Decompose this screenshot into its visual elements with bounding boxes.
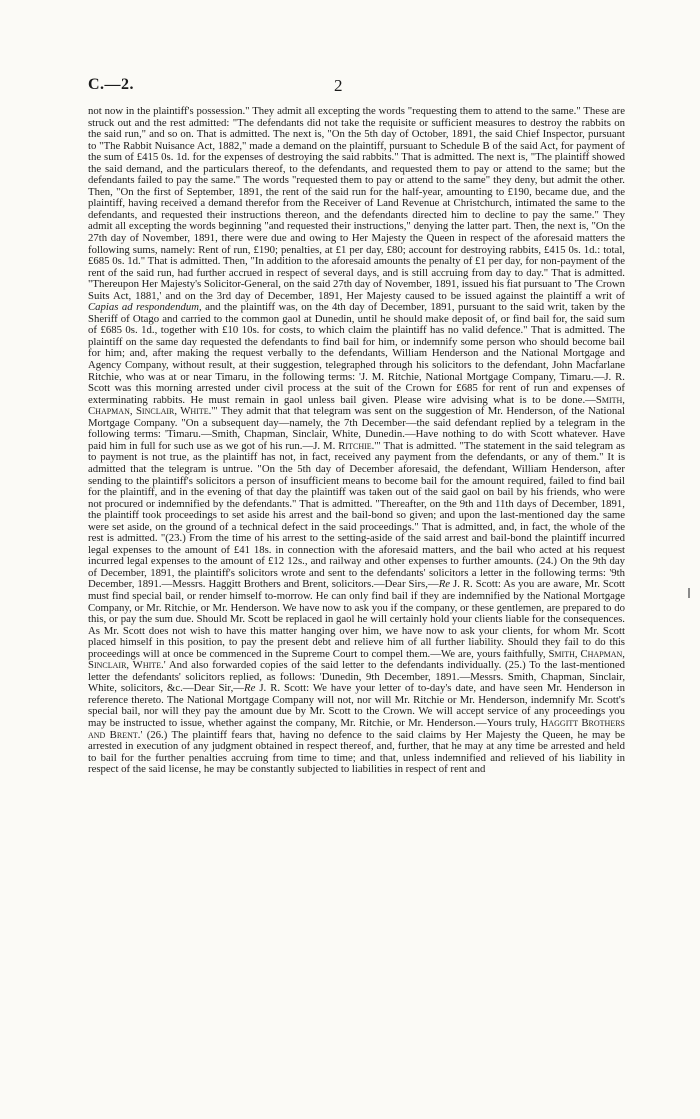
body-paragraph <box>88 106 625 776</box>
signature-small-caps: J. M. Ritchie. <box>313 439 375 452</box>
text-run: and the plaintiff was, on the 4th day of December, 1891, pursuant to the said writ, taken by the Sheriff of Otago and carried to the common gaol at Dunedin, until he should make deposit of, or find bail for, the said sum of £685 0s. 1d., together with £10 10s. for costs, to which claim the plaintiff has no valid defence." That is admitted. The plaintiff on the same day requested the defendants to find bail for him, or indemnify some person who should become bail for him; and, after making the request verbally to the defendants, William Henderson and the National Mortgage and Agency Company, without result, at their suggestion, telegraphed through his solicitors to the defendant, John Macfarlane Ritchie, who was at or near Timaru, in the following terms: 'J. M. Ritchie, National Mortgage Company, Timaru.—J. R. Scott was this morning arrested under civil process at the suit of the Crown for £685 for rent of run and expenses of exterminating rabbits. He must remain in gaol unless bail given. Please wire advising what is to be done.— <box>88 301 625 406</box>
italic-re: Re <box>438 578 451 591</box>
scan-edge-mark <box>688 588 690 598</box>
italic-re: Re <box>244 682 256 695</box>
text-run: J. R. Scott: We have your letter of to-day's date, and have seen Mr. Henderson in reference thereto. The National Mortgage Company will not, nor will Mr. Ritchie or Mr. Henderson, indemnify Mr. Scott's special bail, nor will they pay the amount due by Mr. Scott to the Crown. We will accept service of any proceedings you may be instructed to issue, whether against the company, Mr. Ritchie, or Mr. Henderson.—Yours truly, <box>88 682 625 729</box>
text-run: '" They admit that that telegram was sent on the suggestion of Mr. Henderson, of the National Mortgage Company. "On a subsequent day—namely, the 7th December—the said defendant replied by a telegram in the following terms: 'Timaru.—Smith, Chapman, Sinclair, White, Dunedin.—Have nothing to do with Scott whatever. Have paid him in full for such use as we got of his run.— <box>88 405 625 452</box>
italic-text-run: Capias ad respondendum, <box>88 301 202 314</box>
signature-small-caps: Smith, Chapman, Sinclair, White. <box>88 647 625 672</box>
signature-small-caps: Smith, Chapman, Sinclair, White. <box>88 393 625 418</box>
text-run: J. R. Scott: As you are aware, Mr. Scott must find special bail, or render himself to-morrow. He can only find bail if they are indemnified by the National Mortgage Company, or Mr. Ritchie, or Mr. Henderson. We have now to ask you if the company, or these gentlemen, are prepared to do this, or pay the sum due. Should Mr. Scott be replaced in gaol he will certainly hold your clients liable for the consequences. As Mr. Scott does not wish to have this matter hanging over him, we have now to ask your clients, for whom Mr. Scott placed himself in this position, to pay the present debt and relieve him of all further liability. Should they fail to do this proceedings will at once be commenced in the Supreme Court to compel them.—We are, yours faithfully, <box>88 578 625 660</box>
page-header <box>88 76 625 96</box>
page-number: 2 <box>334 76 343 95</box>
text-run: ' (26.) The plaintiff fears that, having no defence to the said claims by Her Majesty the Queen, he may be arrested in execution of any judgment obtained in respect thereof, and, further, that he may at any time be arrested and held to bail for the further penalties accruing from time to time; and that, unless indemnified and relieved of his liability in respect of the said license, he may be constantly subjected to liabilities in respect of rent and <box>88 728 626 776</box>
text-run: '" That is admitted. "The statement in the said telegram as to payment is not true, as the plaintiff has not, in fact, received any payment from the defendants, or any of them." It is admitted that the telegram is untrue. "On the 5th day of December aforesaid, the defendant, William Henderson, after sending to the plaintiff's solicitors a person of insufficient means to become bail for the amount required, failed to find bail for the plaintiff, and in the evening of that day the plaintiff was taken out of the said gaol on bail by his friends, who were not procured or indemnified by the defendants." That is admitted. "Thereafter, on the 9th and 11th days of December, 1891, the plaintiff took proceedings to set aside his arrest and the bail-bond so given; and upon the last-mentioned day the same were set aside, on the ground of a technical defect in the said proceedings." That is admitted, and, in fact, the whole of the rest is admitted. "(23.) From the time of his arrest to the setting-aside of the said arrest and bail-bond the plaintiff incurred legal expenses to the amount of £41 18s. in connection with the aforesaid matters, and the bail who acted at his request incurred legal expenses to the amount of £12 12s., and railway and other expenses to further amounts. (24.) On the 9th day of December, 1891, the plaintiff's solicitors wrote and sent to the defendants' solicitors a letter in the following terms: '9th December, 1891.—Messrs. Haggitt Brothers and Brent, solicitors.—Dear Sirs,— <box>88 439 625 591</box>
text-run: ' And also forwarded copies of the said letter to the defendants individually. (25.) To the last-mentioned letter the defendants' solicitors replied, as follows: 'Dunedin, 9th December, 1891.—Messrs. Smith, Chapman, Sinclair, White, solicitors, &c.—Dear Sir,— <box>88 659 625 695</box>
text-run: not now in the plaintiff's possession." They admit all excepting the words "requesting them to attend to the same." These are struck out and the rest admitted: "The defendants did not take the requisite or sufficient measures to destroy the rabbits on the said run," and so on. That is admitted. The next is, "On the 5th day of October, 1891, the said Chief Inspector, pursuant to "The Rabbit Nuisance Act, 1882," made a demand on the plaintiff, pursuant to Schedule B of the said Act, for payment of the sum of £415 0s. 1d. for the expenses of destroying the said rabbits." That is admitted. The next is, "The plaintiff showed the said demand, and the particulars thereof, to the defendants, and requested them to pay or attend to the same; but the defendants failed to pay the same." The words "requested them to pay or attend to the same" they deny, but admit the other. Then, "On the first of September, 1891, the rent of the said run for the half-year, amounting to £190, became due, and the plaintiff, having received a demand therefor from the Receiver of Land Revenue at Christchurch, intimated the same to the defendants, and requested their instructions thereon, and the defendants directed him to decline to pay the same." They admit all excepting the words beginning "and requested their instructions," denying the latter part. Then, the next is, "On the 27th day of November, 1891, there were due and owing to Her Majesty the Queen in respect of the aforesaid matters the following sums, namely: Rent of run, £190; penalties, at £1 per day, £80; account for destroying rabbits, £415 0s. 1d.: total, £685 0s. 1d." That is admitted. Then, "In addition to the aforesaid amounts the penalty of £1 per day, for non-payment of the rent of the said run, had further accrued in respect of several days, and is still accruing from day to day." That is admitted. "Thereupon Her Majesty's Solicitor-General, on the said 27th day of November, 1891, issued his fiat pursuant to 'The Crown Suits Act, 1881,' and on the 3rd day of December, 1891, Her Majesty caused to be issued against the plaintiff a writ of <box>88 105 625 302</box>
document-code: C.—2. <box>88 76 135 93</box>
signature-small-caps: Haggitt Brothers and Brent. <box>88 716 625 741</box>
